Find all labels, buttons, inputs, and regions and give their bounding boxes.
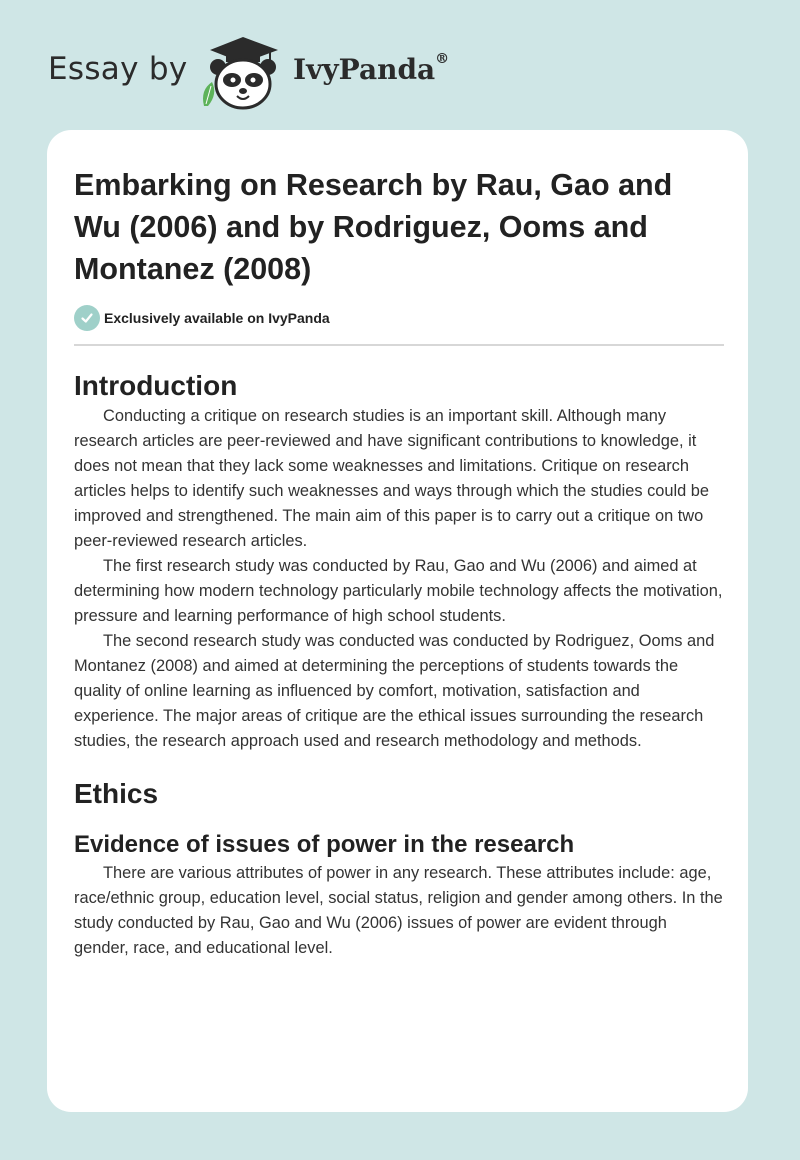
brand-logo[interactable]: [48, 34, 508, 110]
paragraph: The second research study was conducted was conducted by Rodriguez, Ooms and Montanez (2008) and aimed at determining the perceptions of students towards the quality of online learning as influenced by comfort, motivation, satisfaction and experience. The major areas of critique are the ethical issues surrounding the research studies, the research approach used and research methodology and methods.: [74, 632, 715, 750]
essay-title: Embarking on Research by Rau, Gao and Wu (2006) and by Rodriguez, Ooms and Montanez (2008): [74, 168, 673, 286]
paragraph: The first research study was conducted by Rau, Gao and Wu (2006) and aimed at determining how modern technology particularly mobile technology affects the motivation, pressure and learning performance of high school students.: [74, 557, 723, 625]
subsection-heading: Evidence of issues of power in the research: [74, 831, 575, 858]
divider: [74, 344, 724, 346]
brand-prefix: Essay by: [48, 51, 188, 87]
section-heading-ethics: Ethics: [74, 778, 159, 809]
essay-card: [47, 130, 748, 1112]
badge-label: Exclusively available on IvyPanda: [104, 310, 330, 326]
check-icon: [74, 305, 100, 331]
section-heading-introduction: Introduction: [74, 370, 238, 401]
paragraph: Conducting a critique on research studies is an important skill. Although many research articles are peer-reviewed and have significant contributions to knowledge, it does not mean that they lack some weaknesses and limitations. Critique on research articles helps to identify such weaknesses and ways through which the studies could be improved and strengthened. The main aim of this paper is to carry out a critique on two peer-reviewed research articles.: [74, 407, 710, 550]
panda-mascot-icon: [198, 34, 284, 110]
exclusive-badge: [74, 304, 724, 332]
essay-content: [74, 164, 724, 961]
brand-name: IvyPanda®: [293, 51, 450, 86]
paragraph: There are various attributes of power in any research. These attributes include: age, race/ethnic group, education level, social status, religion and gender among others. In the study conducted by Rau, Gao and Wu (2006) issues of power are evident through gender, race, and educational level.: [74, 864, 723, 957]
